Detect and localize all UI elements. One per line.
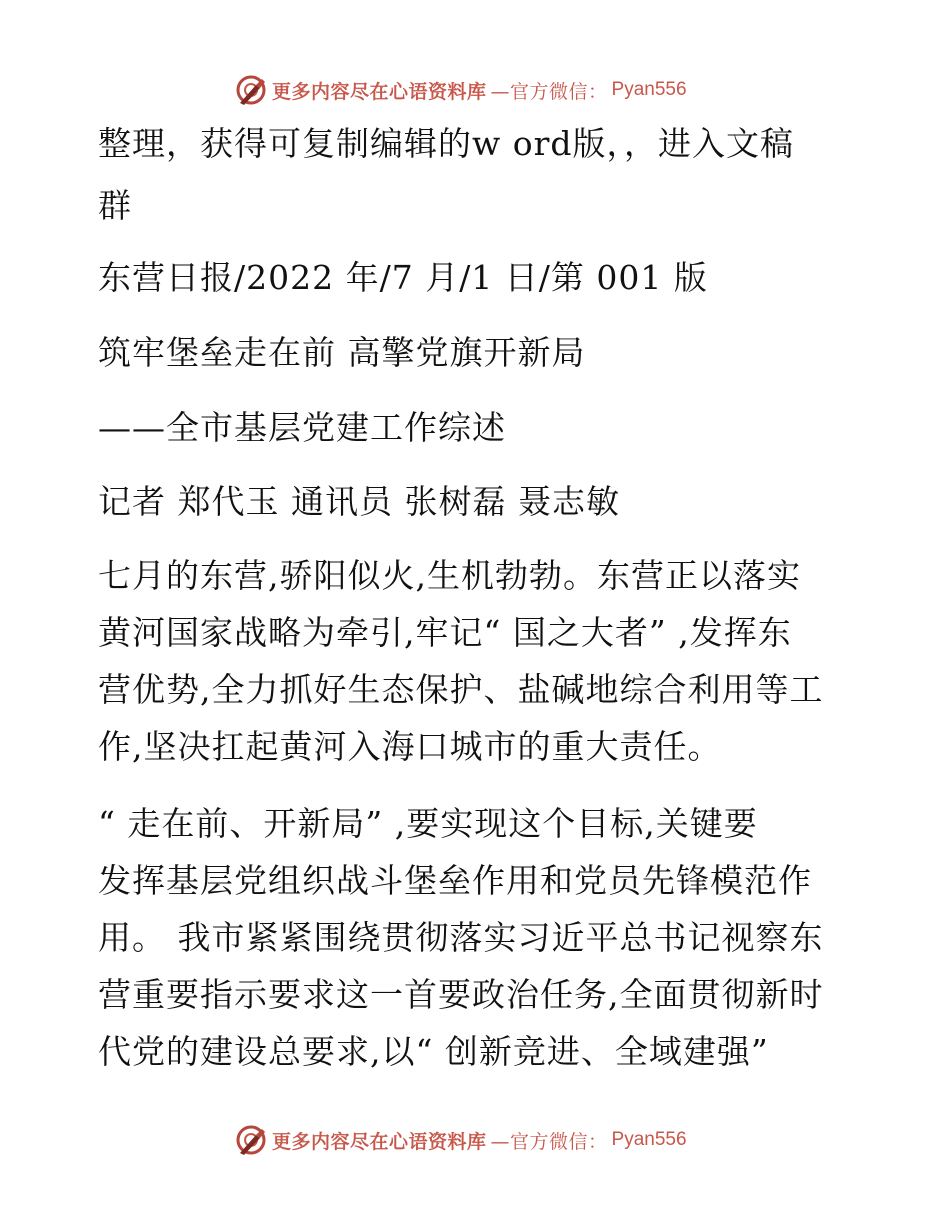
paragraph-line: 作,坚决扛起黄河入海口城市的重大责任。	[98, 727, 722, 766]
paragraph-line: “ 走在前、开新局” ,要实现这个目标,关键要	[98, 804, 758, 843]
paragraph-line: 代党的建设总要求,以“ 创新竞进、全域建强”	[98, 1032, 769, 1071]
banner-wechat-id: Pyan556	[611, 79, 687, 100]
newspaper-source-line: 东营日报/2022 年/7 月/1 日/第 001 版	[98, 258, 708, 297]
footer-watermark-banner	[234, 1122, 687, 1158]
paragraph-line: 营优势,全力抓好生态保护、盐碱地综合利用等工	[98, 670, 824, 709]
paragraph-line: 发挥基层党组织战斗堡垒作用和党员先锋模范作	[98, 861, 812, 900]
paragraph-line: 七月的东营,骄阳似火,生机勃勃。东营正以落实	[98, 556, 801, 595]
paragraph-line: 用。 我市紧紧围绕贯彻落实习近平总书记视察东	[98, 918, 824, 957]
body-line: 群	[98, 186, 132, 225]
banner-official-text: —官方微信：	[490, 80, 608, 103]
article-byline: 记者 郑代玉 通讯员 张树磊 聂志敏	[98, 482, 620, 521]
header-watermark-banner	[234, 72, 687, 108]
paragraph-line: 黄河国家战略为牵引,牢记“ 国之大者” ,发挥东	[98, 613, 792, 652]
banner-brand-text: 更多内容尽在心语资料库	[272, 80, 487, 103]
banner-wechat-id: Pyan556	[611, 1129, 687, 1150]
article-title: 筑牢堡垒走在前 高擎党旗开新局	[98, 333, 586, 372]
banner-official-text: —官方微信：	[490, 1130, 608, 1153]
banner-brand-text: 更多内容尽在心语资料库	[272, 1130, 487, 1153]
paragraph-line: 营重要指示要求这一首要政治任务,全面贯彻新时	[98, 975, 824, 1014]
body-line: 整理，获得可复制编辑的w ord版，，进入文稿	[98, 124, 795, 163]
article-subtitle: ——全市基层党建工作综述	[98, 408, 506, 447]
pen-logo-icon	[234, 73, 268, 107]
pen-logo-icon	[234, 1123, 268, 1157]
